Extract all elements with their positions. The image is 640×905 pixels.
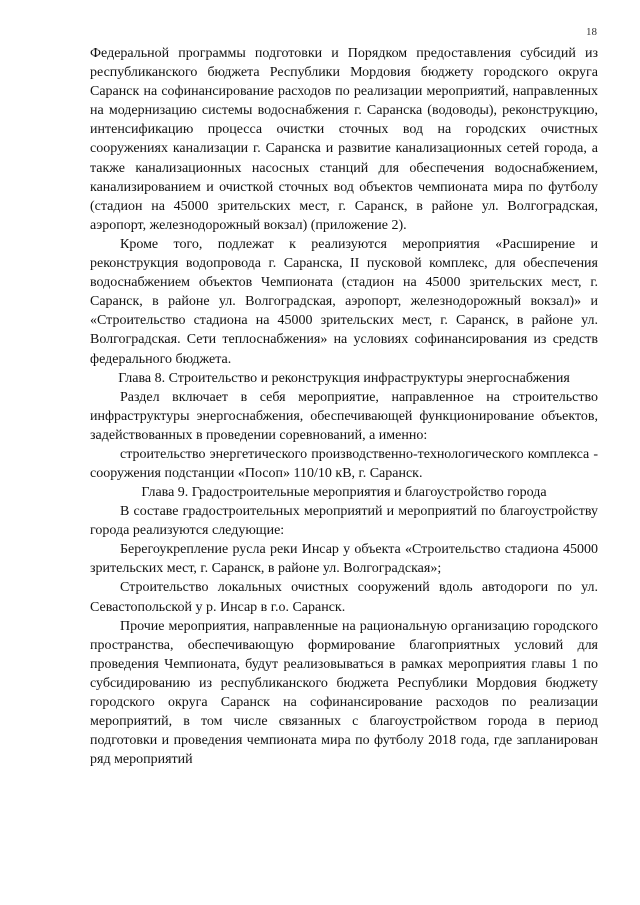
chapter-8-heading: Глава 8. Строительство и реконструкция инфраструктуры энергоснабжения <box>118 370 570 386</box>
paragraph: Кроме того, подлежат к реализуются мероприятия «Расширение и реконструкция водопровода г. Саранска, II пусковой комплекс, для обеспечения водоснабжением объектов Чемпионата (стадион на 45000 зрительских мест, г. Саранск, в районе ул. Волгоградская, аэропорт, железнодорожный вокзал)» и «Строительство стадиона на 45000 зрительских мест, г. Саранск, в районе ул. Волгоградская. Сети теплоснабжения» на условиях софинансирования из средств федерального бюджета. <box>90 236 598 367</box>
paragraph: Прочие мероприятия, направленные на рациональную организацию городского пространства, обеспечивающую формирование благоприятных условий для проведения Чемпионата, будут реализовываться в рамках мероприятия главы 1 по субсидированию из республиканского бюджета Республики Мордовия бюджету городского округа Саранск на софинансирование расходов по реализации мероприятий, в том числе связанных с благоустройством города в период подготовки и проведения чемпионата мира по футболу 2018 года, где запланирован ряд мероприятий <box>90 618 598 768</box>
paragraph: Строительство локальных очистных сооружений вдоль автодороги по ул. Севастопольской у р. Инсар в г.о. Саранск. <box>90 580 598 615</box>
page-number: 18 <box>586 26 597 38</box>
document-body <box>90 44 598 769</box>
paragraph: Раздел включает в себя мероприятие, направленное на строительство инфраструктуры энергоснабжения, обеспечивающей функционирование объектов, задействованных в проведении соревнований, а именно: <box>90 389 598 443</box>
paragraph: строительство энергетического производственно-технологического комплекса - сооружения подстанции «Посоп» 110/10 кВ, г. Саранск. <box>90 446 598 481</box>
paragraph: В составе градостроительных мероприятий и мероприятий по благоустройству города реализуются следующие: <box>90 504 598 539</box>
paragraph: Берегоукрепление русла реки Инсар у объекта «Строительство стадиона 45000 зрительских мест, г. Саранск, в районе ул. Волгоградская»; <box>90 542 598 577</box>
chapter-9-heading: Глава 9. Градостроительные мероприятия и благоустройство города <box>141 485 547 501</box>
paragraph: Федеральной программы подготовки и Порядком предоставления субсидий из республиканского бюджета Республики Мордовия бюджету городского округа Саранск на софинансирование расходов по реализации мероприятий, направленных на модернизацию системы водоснабжения г. Саранска (водоводы), реконструкцию, интенсификацию процесса очистки сточных вод на городских очистных сооружениях канализации г. Саранска и развитие канализационных сетей города, а также канализационных насосных станций для обеспечения водоснабжением, канализированием и очисткой сточных вод объектов чемпионата мира по футболу (стадион на 45000 зрительских мест, г. Саранск, в районе ул. Волгоградская, аэропорт, железнодорожный вокзал) (приложение 2). <box>90 46 598 233</box>
